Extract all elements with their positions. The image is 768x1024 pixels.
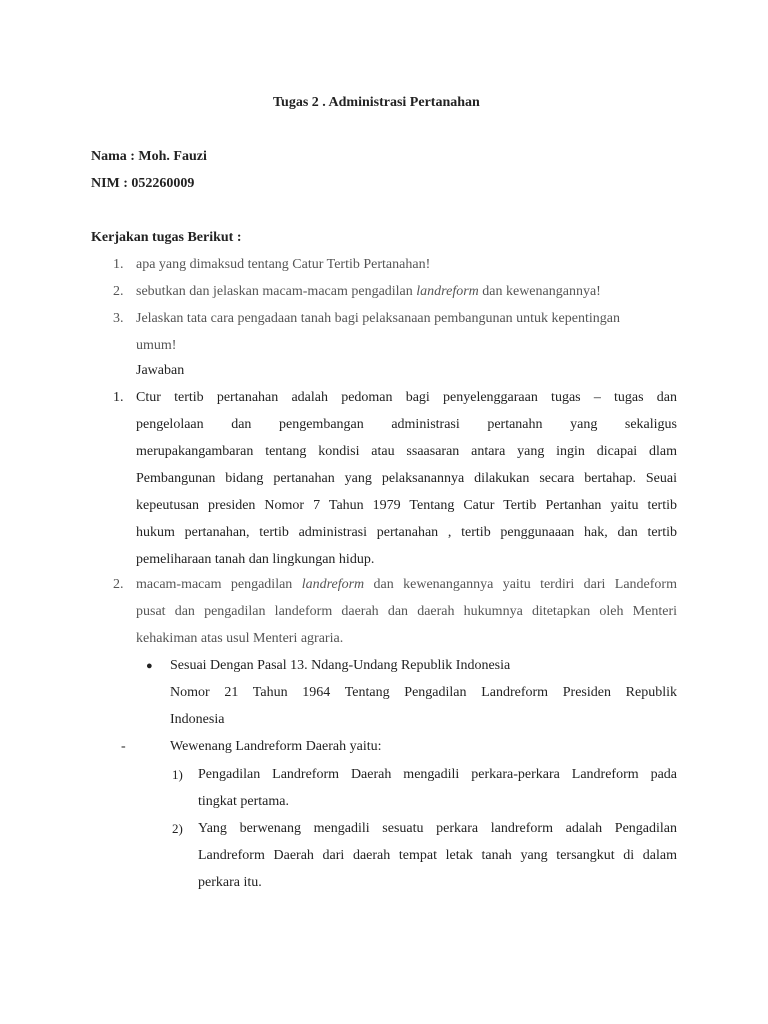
sub-item-text: Landreform Daerah dari daerah tempat letak tanah yang tersangkut di dalam	[198, 848, 677, 863]
answer-label: Jawaban	[136, 363, 185, 378]
answer-line: merupakangambaran tentang kondisi atau ssaasaran antara yang ingin dicapai dlam	[136, 444, 677, 459]
sub-item-number: 2)	[172, 821, 183, 836]
question-number: 1.	[113, 257, 124, 272]
answer-line: kehakiman atas usul Menteri agraria.	[136, 631, 344, 646]
answer-line: hukum pertanahan, tertib administrasi pertanahan , tertib penggunaaan hak, dan tertib	[136, 525, 677, 540]
answer-line: pengelolaan dan pengembangan administrasi pertanahn yang sekaligus	[136, 417, 677, 432]
bullet-text: Sesuai Dengan Pasal 13. Ndang-Undang Republik Indonesia	[170, 658, 511, 673]
bullet-text: Indonesia	[170, 712, 225, 727]
question-number: 2.	[113, 284, 124, 299]
bullet-icon: ●	[146, 660, 153, 672]
sub-item-text: Yang berwenang mengadili sesuatu perkara landreform adalah Pengadilan	[198, 821, 677, 836]
sub-item-text: Pengadilan Landreform Daerah mengadili perkara-perkara Landreform pada	[198, 767, 677, 782]
answer-number: 1.	[113, 390, 124, 405]
name-line: Nama : Moh. Fauzi	[91, 149, 207, 164]
answer-line: pemeliharaan tanah dan lingkungan hidup.	[136, 552, 375, 567]
question-text-continued: umum!	[136, 338, 177, 353]
answer-line: pusat dan pengadilan landeform daerah dan daerah hukumnya ditetapkan oleh Menteri	[136, 604, 677, 619]
answer-line: macam-macam pengadilan landreform dan kewenangannya yaitu terdiri dari Landeform	[136, 577, 677, 592]
dash-marker: -	[121, 739, 126, 754]
question-text: sebutkan dan jelaskan macam-macam pengadilan landreform dan kewenangannya!	[136, 284, 601, 299]
answer-line: Pembangunan bidang pertanahan yang pelaksanannya dilakukan secara bertahap. Seuai	[136, 471, 677, 486]
task-heading: Kerjakan tugas Berikut :	[91, 230, 242, 245]
sub-item-text: perkara itu.	[198, 875, 262, 890]
question-text: Jelaskan tata cara pengadaan tanah bagi pelaksanaan pembangunan untuk kepentingan	[136, 311, 620, 326]
answer-line: Ctur tertib pertanahan adalah pedoman bagi penyelenggaraan tugas – tugas dan	[136, 390, 677, 405]
answer-line: kepeutusan presiden Nomor 7 Tahun 1979 Tentang Catur Tertib Pertanhan yaitu tertib	[136, 498, 677, 513]
sub-item-text: tingkat pertama.	[198, 794, 289, 809]
bullet-text: Nomor 21 Tahun 1964 Tentang Pengadilan Landreform Presiden Republik	[170, 685, 677, 700]
question-text: apa yang dimaksud tentang Catur Tertib Pertanahan!	[136, 257, 431, 272]
question-number: 3.	[113, 311, 124, 326]
dash-text: Wewenang Landreform Daerah yaitu:	[170, 739, 382, 754]
document-title: Tugas 2 . Administrasi Pertanahan	[273, 95, 480, 110]
answer-number: 2.	[113, 577, 124, 592]
nim-line: NIM : 052260009	[91, 176, 195, 191]
sub-item-number: 1)	[172, 767, 183, 782]
